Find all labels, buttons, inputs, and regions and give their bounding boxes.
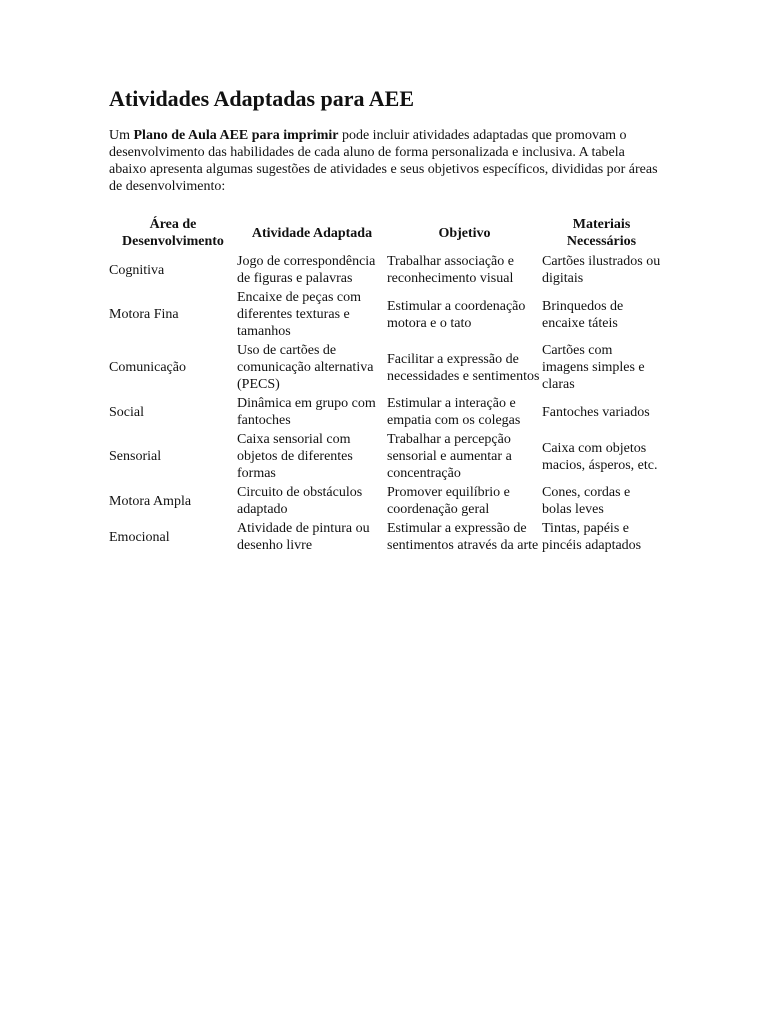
intro-suffix: pode incluir atividades adaptadas que promovam o desenvolvimento das habilidades de cada aluno de forma personalizada e inclusiva. A tabela abaixo apresenta algumas sugestões de atividades e seus objetivos específicos, divididas por áreas de desenvolvimento: [109, 128, 658, 194]
header-area: Área de Desenvolvimento [122, 217, 224, 249]
intro-prefix: Um [109, 128, 134, 143]
intro-bold-phrase: Plano de Aula AEE para imprimir [133, 128, 339, 143]
cell-atividade: Encaixe de peças com diferentes texturas e tamanhos [237, 290, 361, 339]
cell-objetivo: Estimular a coordenação motora e o tato [387, 298, 526, 331]
table-row [109, 484, 661, 520]
cell-atividade: Atividade de pintura ou desenho livre [237, 521, 370, 553]
cell-objetivo: Facilitar a expressão de necessidades e sentimentos [387, 351, 540, 384]
cell-objetivo: Promover equilíbrio e coordenação geral [387, 485, 510, 517]
cell-objetivo: Estimular a interação e empatia com os colegas [387, 396, 521, 428]
table-row [109, 431, 661, 484]
cell-materiais: Cartões com imagens simples e claras [542, 343, 645, 392]
cell-materiais: Brinquedos de encaixe táteis [542, 298, 624, 331]
document-page [109, 84, 661, 556]
cell-area: Sensorial [109, 449, 162, 464]
cell-atividade: Dinâmica em grupo com fantoches [237, 396, 376, 428]
cell-atividade: Uso de cartões de comunicação alternativa (PECS) [237, 343, 374, 392]
cell-area: Emocional [109, 529, 170, 545]
page-title: Atividades Adaptadas para AEE [109, 86, 415, 111]
header-materiais: Materiais Necessários [566, 217, 637, 249]
table-row [109, 289, 661, 342]
cell-atividade: Circuito de obstáculos adaptado [237, 485, 363, 517]
cell-atividade: Jogo de correspondência de figuras e palavras [237, 254, 376, 286]
table-row [109, 253, 661, 289]
cell-materiais: Cartões ilustrados ou digitais [542, 254, 661, 286]
cell-materiais: Tintas, papéis e pincéis adaptados [542, 521, 642, 553]
header-objetivo: Objetivo [438, 225, 491, 241]
table-row [109, 395, 661, 431]
intro-paragraph [109, 127, 661, 195]
cell-area: Social [109, 404, 144, 420]
cell-area: Comunicação [109, 360, 186, 375]
cell-materiais: Caixa com objetos macios, ásperos, etc. [542, 440, 658, 473]
cell-area: Motora Ampla [109, 493, 192, 509]
cell-objetivo: Estimular a expressão de sentimentos através da arte [387, 521, 539, 553]
cell-objetivo: Trabalhar a percepção sensorial e aumentar a concentração [387, 432, 512, 481]
cell-objetivo: Trabalhar associação e reconhecimento visual [387, 254, 514, 286]
cell-materiais: Fantoches variados [542, 404, 650, 420]
table-header-row [109, 215, 661, 253]
header-atividade: Atividade Adaptada [251, 225, 373, 241]
cell-materiais: Cones, cordas e bolas leves [542, 485, 631, 517]
table-row [109, 520, 661, 556]
activities-table [109, 215, 661, 556]
cell-area: Motora Fina [109, 307, 179, 322]
cell-area: Cognitiva [109, 262, 165, 278]
table-row [109, 342, 661, 395]
cell-atividade: Caixa sensorial com objetos de diferentes formas [237, 432, 353, 481]
